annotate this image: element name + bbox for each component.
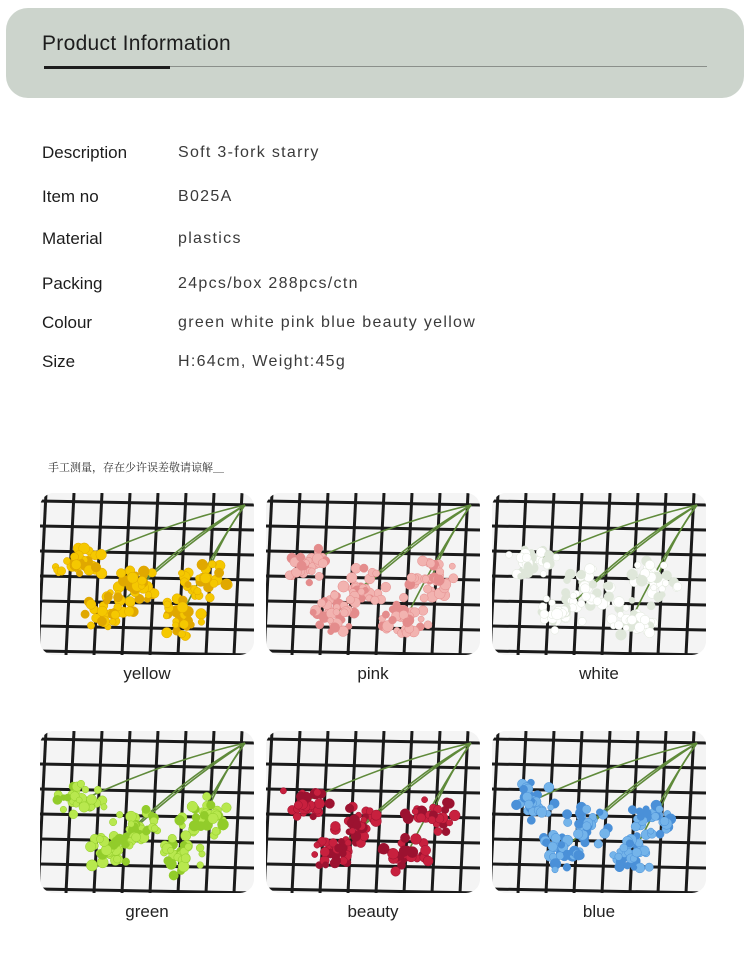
header-banner <box>6 8 744 98</box>
spec-label: Item no <box>42 187 99 206</box>
spec-value: green white pink blue beauty yellow <box>178 314 477 331</box>
flower-image <box>266 493 480 655</box>
product-card-white[interactable] <box>492 493 706 684</box>
page-title: Product Information <box>42 32 231 55</box>
product-caption: beauty <box>347 902 399 921</box>
spec-value: H:64cm, Weight:45g <box>178 353 347 370</box>
product-caption: blue <box>582 902 616 921</box>
spec-value: Soft 3-fork starry <box>178 144 320 161</box>
spec-value: plastics <box>178 230 242 247</box>
spec-label: Description <box>42 143 128 162</box>
product-photo[interactable] <box>266 731 480 893</box>
header-divider-accent <box>44 66 170 69</box>
product-caption: green <box>125 902 169 921</box>
product-card-yellow[interactable] <box>40 493 254 684</box>
spec-label: Packing <box>42 274 103 293</box>
product-photo[interactable] <box>266 493 480 655</box>
product-caption: yellow <box>123 664 171 683</box>
spec-value: B025A <box>178 188 233 205</box>
product-card-pink[interactable] <box>266 493 480 684</box>
product-photo[interactable] <box>40 493 254 655</box>
product-photo[interactable] <box>40 731 254 893</box>
flower-image <box>40 493 254 655</box>
product-card-beauty[interactable] <box>266 731 480 922</box>
product-card-green[interactable] <box>40 731 254 922</box>
product-caption: pink <box>357 664 389 683</box>
flower-image <box>266 731 480 893</box>
spec-value: 24pcs/box 288pcs/ctn <box>178 275 359 292</box>
product-caption: white <box>579 664 619 683</box>
flower-image <box>40 731 254 893</box>
measurement-note: 手工测量，存在少许误差敬请谅解＿ <box>48 462 224 474</box>
spec-label: Colour <box>42 313 93 332</box>
spec-label: Material <box>42 229 103 248</box>
spec-label: Size <box>42 352 76 371</box>
product-card-blue[interactable] <box>492 731 706 922</box>
flower-image <box>492 493 706 655</box>
flower-image <box>492 731 706 893</box>
product-photo[interactable] <box>492 731 706 893</box>
product-photo[interactable] <box>492 493 706 655</box>
